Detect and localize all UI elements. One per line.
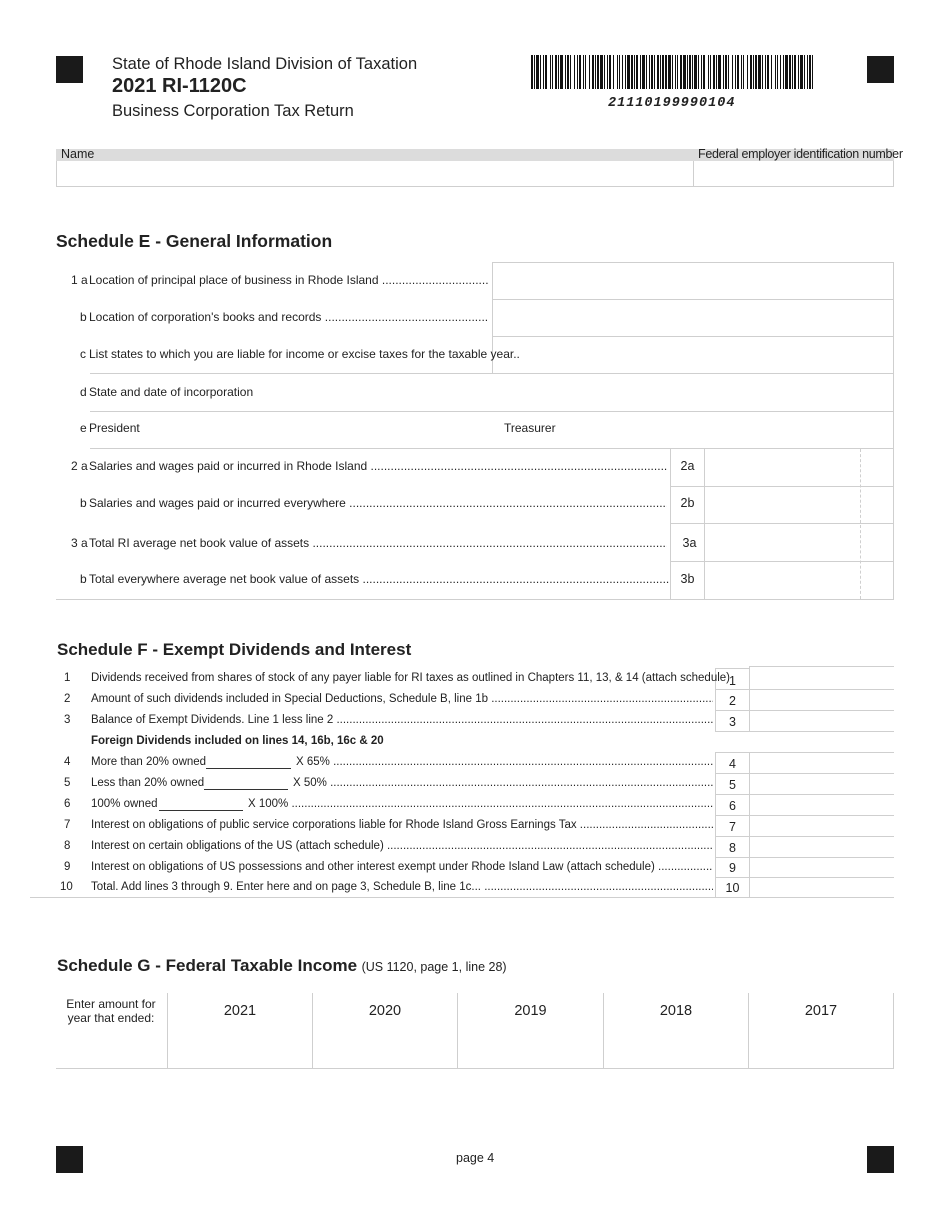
f-line-4-multiplier: X 65% ..... xyxy=(296,756,713,768)
barcode xyxy=(531,55,815,89)
form-subtitle: Business Corporation Tax Return xyxy=(112,102,354,120)
f-line-3-box: 3 xyxy=(729,715,736,729)
f-line-4-label: More than 20% owned xyxy=(91,756,207,768)
f-line-1-label: Dividends received from shares of stock of any payer liable for RI taxes as outlined in Chapters 11, 13, & 14 (attach schedule) xyxy=(91,672,731,684)
f-line-5-multiplier: X 50% ..... xyxy=(293,777,713,789)
f-line-3-input[interactable] xyxy=(750,711,893,731)
line-1d-label: State and date of incorporation xyxy=(89,385,254,399)
f-line-1-box: 1 xyxy=(729,674,736,688)
f-line-6-box: 6 xyxy=(729,799,736,813)
f-line-7-number: 7 xyxy=(64,819,71,831)
line-1d-letter: d xyxy=(80,385,87,399)
f-line-7-input[interactable] xyxy=(750,816,893,836)
line-3a-number: 3 a xyxy=(71,536,88,550)
f-line-9-input[interactable] xyxy=(750,858,893,877)
enter-amount-label-line1: Enter amount for xyxy=(66,997,156,1011)
enter-amount-label xyxy=(56,997,166,1025)
f-line-8-label: Interest on certain obligations of the US (attach schedule) ..... xyxy=(91,840,713,852)
f-line-5-number: 5 xyxy=(64,777,71,789)
line-2a-input[interactable] xyxy=(705,449,893,486)
f-line-5-ownership-input[interactable] xyxy=(204,777,288,790)
president-label: President xyxy=(89,421,140,435)
f-line-10-box: 10 xyxy=(725,881,740,895)
line-3b-letter: b xyxy=(80,572,87,586)
year-2021-label: 2021 xyxy=(223,1003,257,1019)
f-line-6-label: 100% owned xyxy=(91,798,158,810)
year-2021-input[interactable] xyxy=(168,1024,312,1067)
year-2018-input[interactable] xyxy=(604,1024,748,1067)
f-line-2-number: 2 xyxy=(64,693,71,705)
f-line-6-ownership-input[interactable] xyxy=(159,798,243,811)
f-line-6-multiplier: X 100% ..... xyxy=(248,798,713,810)
name-input[interactable] xyxy=(56,161,694,187)
page-number: page 4 xyxy=(456,1151,495,1165)
foreign-dividends-heading: Foreign Dividends included on lines 14, 16b, 16c & 20 xyxy=(91,735,384,747)
schedule-g-subtitle: (US 1120, page 1, line 28) xyxy=(361,960,507,974)
year-2018-label: 2018 xyxy=(659,1003,693,1019)
line-3a-box: 3a xyxy=(682,536,697,550)
registration-mark-top-right xyxy=(867,56,894,83)
line-1d-input[interactable] xyxy=(250,374,893,411)
form-title: 2021 RI-1120C xyxy=(112,75,247,97)
line-2b-label: Salaries and wages paid or incurred everywhere ..... xyxy=(89,496,667,510)
line-1c-label: List states to which you are liable for income or excise taxes for the taxable year.. xyxy=(89,347,520,361)
schedule-e-title: Schedule E - General Information xyxy=(56,231,333,251)
f-line-5-input[interactable] xyxy=(750,774,893,794)
f-line-4-number: 4 xyxy=(64,756,71,768)
f-line-3-number: 3 xyxy=(64,714,71,726)
f-line-8-number: 8 xyxy=(64,840,71,852)
line-1b-letter: b xyxy=(80,310,87,324)
f-line-5-box: 5 xyxy=(729,778,736,792)
schedule-g-heading xyxy=(57,956,507,976)
line-2a-box: 2a xyxy=(680,459,695,473)
f-line-10-input[interactable] xyxy=(750,878,893,897)
line-1e-letter: e xyxy=(80,421,87,435)
f-line-9-number: 9 xyxy=(64,861,71,873)
f-line-8-input[interactable] xyxy=(750,837,893,857)
enter-amount-label-line2: year that ended: xyxy=(67,1011,155,1025)
f-line-1-input[interactable] xyxy=(750,667,893,689)
year-2017-label: 2017 xyxy=(804,1003,838,1019)
schedule-g-title: Schedule G - Federal Taxable Income xyxy=(57,956,358,975)
f-line-1-number: 1 xyxy=(64,672,71,684)
f-line-9-box: 9 xyxy=(729,861,736,875)
f-line-2-label: Amount of such dividends included in Special Deductions, Schedule B, line 1b ..... xyxy=(91,693,713,705)
line-2b-letter: b xyxy=(80,496,87,510)
f-line-4-box: 4 xyxy=(729,757,736,771)
agency-name: State of Rhode Island Division of Taxation xyxy=(112,55,418,73)
line-1a-input[interactable] xyxy=(493,263,893,299)
line-3a-label: Total RI average net book value of assets ..... xyxy=(89,536,667,550)
treasurer-input[interactable] xyxy=(560,412,893,448)
line-2b-input[interactable] xyxy=(705,487,893,523)
registration-mark-top-left xyxy=(56,56,83,83)
line-3a-input[interactable] xyxy=(705,524,893,561)
f-line-7-label: Interest on obligations of public service corporations liable for Rhode Island Gross Earnings Tax ..... xyxy=(91,819,713,831)
f-line-6-number: 6 xyxy=(64,798,71,810)
year-2019-input[interactable] xyxy=(458,1024,603,1067)
president-input[interactable] xyxy=(145,412,495,448)
year-2017-input[interactable] xyxy=(749,1024,893,1067)
fein-label: Federal employer identification number xyxy=(698,147,903,161)
line-3b-label: Total everywhere average net book value of assets ..... xyxy=(89,572,669,586)
f-line-9-label: Interest on obligations of US possessions and other interest exempt under Rhode Island Law (attach schedule) ..... xyxy=(91,861,713,873)
line-3b-box: 3b xyxy=(680,572,695,586)
f-line-3-label: Balance of Exempt Dividends. Line 1 less line 2 ..... xyxy=(91,714,713,726)
fein-input[interactable] xyxy=(693,161,894,187)
line-1a-number: 1 a xyxy=(71,273,88,287)
treasurer-label: Treasurer xyxy=(504,421,556,435)
f-line-10-number: 10 xyxy=(60,881,73,893)
line-1c-input[interactable] xyxy=(493,337,893,373)
f-line-4-ownership-input[interactable] xyxy=(206,756,291,769)
year-2020-input[interactable] xyxy=(313,1024,457,1067)
line-1b-label: Location of corporation's books and records ..... xyxy=(89,310,489,324)
barcode-number: 21110199990104 xyxy=(608,96,736,111)
f-line-7-box: 7 xyxy=(729,820,736,834)
name-label: Name xyxy=(61,147,95,161)
registration-mark-bottom-left xyxy=(56,1146,83,1173)
f-line-6-input[interactable] xyxy=(750,795,893,815)
line-3b-input[interactable] xyxy=(705,562,893,599)
f-line-5-label: Less than 20% owned xyxy=(91,777,205,789)
line-1b-input[interactable] xyxy=(493,300,893,336)
f-line-10-label: Total. Add lines 3 through 9. Enter here and on page 3, Schedule B, line 1c... ..... xyxy=(91,881,713,893)
year-2019-label: 2019 xyxy=(514,1003,547,1019)
f-line-4-input[interactable] xyxy=(750,753,893,773)
f-line-8-box: 8 xyxy=(729,841,736,855)
line-1c-letter: c xyxy=(80,347,86,361)
schedule-f-title: Schedule F - Exempt Dividends and Interest xyxy=(57,640,412,659)
line-1a-label: Location of principal place of business in Rhode Island ..... xyxy=(89,273,489,287)
line-2a-label: Salaries and wages paid or incurred in Rhode Island ..... xyxy=(89,459,667,473)
f-line-2-box: 2 xyxy=(729,694,736,708)
line-2b-box: 2b xyxy=(680,496,695,510)
f-line-2-input[interactable] xyxy=(750,690,893,710)
year-2020-label: 2020 xyxy=(368,1003,402,1019)
line-2a-number: 2 a xyxy=(71,459,88,473)
registration-mark-bottom-right xyxy=(867,1146,894,1173)
